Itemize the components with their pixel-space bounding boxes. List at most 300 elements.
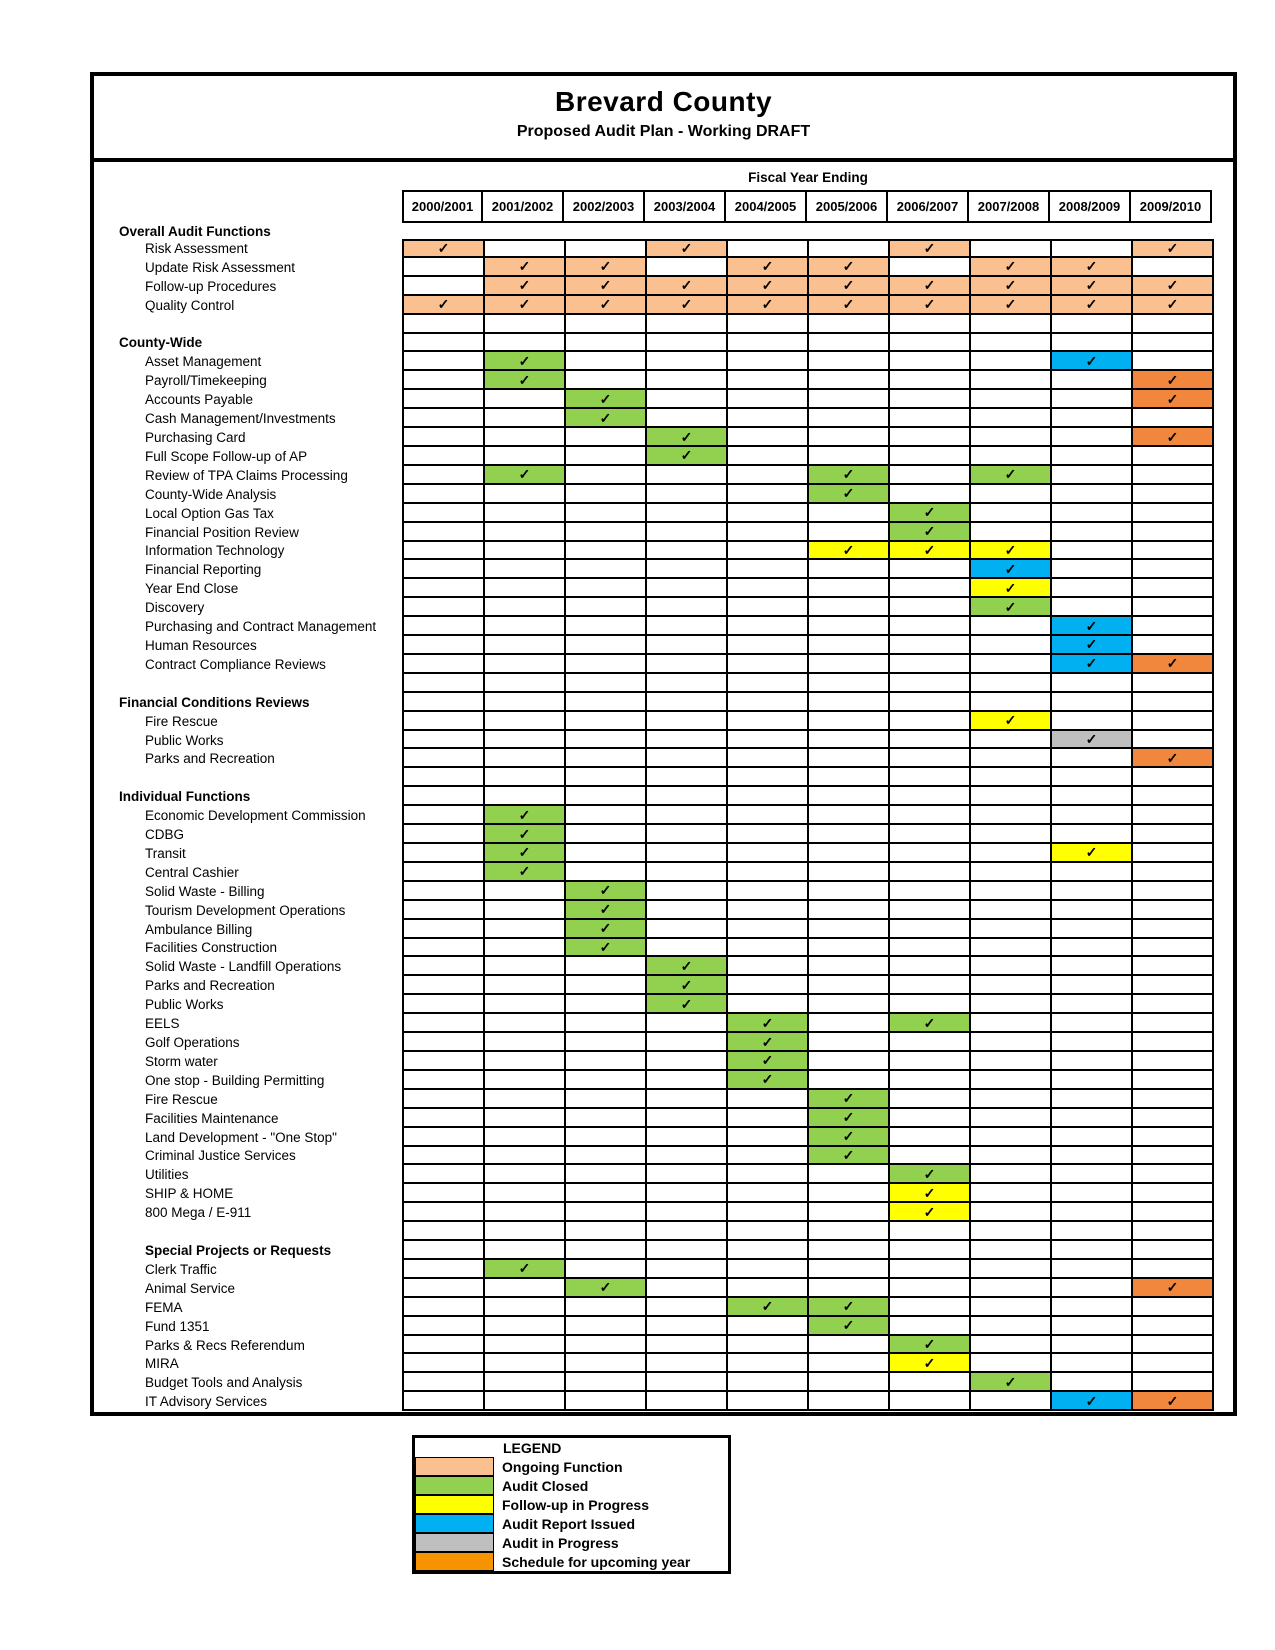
grid-cell — [890, 1260, 971, 1279]
grid-cell — [728, 787, 809, 806]
grid-cell — [728, 1147, 809, 1166]
grid-cell — [809, 976, 890, 995]
grid-cell — [647, 1392, 728, 1411]
grid-cell — [566, 1052, 647, 1071]
grid-cell — [890, 447, 971, 466]
grid-cell — [647, 1109, 728, 1128]
table-row — [94, 636, 1233, 655]
row-cells — [402, 1109, 1214, 1128]
grid-cell — [566, 825, 647, 844]
grid-cell — [566, 1165, 647, 1184]
row-label: Accounts Payable — [145, 392, 254, 408]
grid-cell — [971, 1090, 1052, 1109]
grid-cell — [728, 598, 809, 617]
grid-cell: ✓ — [1133, 1279, 1214, 1298]
column-header: 2001/2002 — [483, 190, 564, 223]
grid-cell — [1133, 712, 1214, 731]
grid-cell — [728, 882, 809, 901]
row-cells — [402, 277, 1214, 296]
grid-cell — [809, 579, 890, 598]
row-cells — [402, 636, 1214, 655]
grid-cell — [890, 1033, 971, 1052]
row-label: One stop - Building Permitting — [145, 1072, 325, 1088]
grid-cell — [728, 920, 809, 939]
grid-cell — [809, 1336, 890, 1355]
grid-cell: ✓ — [1133, 1392, 1214, 1411]
grid-cell — [809, 1184, 890, 1203]
grid-cell — [566, 995, 647, 1014]
grid-cell — [485, 1392, 566, 1411]
row-label: SHIP & HOME — [145, 1186, 234, 1202]
row-label: Economic Development Commission — [145, 808, 366, 824]
grid-cell: ✓ — [566, 277, 647, 296]
row-cells — [402, 1373, 1214, 1392]
grid-cell — [647, 334, 728, 353]
grid-cell — [971, 315, 1052, 334]
grid-cell: ✓ — [890, 241, 971, 258]
grid-cell — [485, 1241, 566, 1260]
grid-cell — [728, 863, 809, 882]
grid-cell — [1052, 1014, 1133, 1033]
grid-cell — [1052, 712, 1133, 731]
grid-cell — [566, 447, 647, 466]
grid-cell — [404, 334, 485, 353]
row-label: Parks & Recs Referendum — [145, 1337, 305, 1353]
table-row — [94, 712, 1233, 731]
grid-cell — [890, 825, 971, 844]
grid-cell — [404, 1147, 485, 1166]
table-row — [94, 1033, 1233, 1052]
grid-cell — [566, 731, 647, 750]
row-label: Cash Management/Investments — [145, 411, 336, 427]
grid-cell: ✓ — [809, 1298, 890, 1317]
grid-cell — [890, 995, 971, 1014]
grid-cell — [566, 844, 647, 863]
fiscal-year-ending-label: Fiscal Year Ending — [748, 170, 868, 185]
row-cells — [402, 1014, 1214, 1033]
row-label: Storm water — [145, 1053, 218, 1069]
table-row — [94, 976, 1233, 995]
table-row — [94, 1279, 1233, 1298]
grid-cell — [404, 1260, 485, 1279]
grid-cell — [1052, 1147, 1133, 1166]
legend-label: Audit in Progress — [502, 1534, 619, 1551]
grid-cell — [1052, 693, 1133, 712]
grid-cell: ✓ — [890, 1203, 971, 1222]
grid-cell — [485, 1203, 566, 1222]
grid-cell — [728, 1260, 809, 1279]
grid-cell: ✓ — [485, 258, 566, 277]
grid-cell — [566, 957, 647, 976]
row-label: Clerk Traffic — [145, 1261, 217, 1277]
grid-cell: ✓ — [566, 901, 647, 920]
grid-cell: ✓ — [647, 277, 728, 296]
grid-cell — [971, 1336, 1052, 1355]
grid-cell: ✓ — [971, 542, 1052, 561]
legend-label: Ongoing Function — [502, 1458, 623, 1475]
grid-cell — [728, 636, 809, 655]
grid-cell — [566, 768, 647, 787]
section-row — [94, 693, 1233, 712]
grid-cell — [809, 806, 890, 825]
grid-cell — [890, 466, 971, 485]
grid-cell: ✓ — [809, 1128, 890, 1147]
grid-cell — [647, 806, 728, 825]
row-label: CDBG — [145, 827, 185, 843]
grid-cell — [971, 844, 1052, 863]
grid-cell — [728, 655, 809, 674]
row-label: Ambulance Billing — [145, 921, 253, 937]
row-label: Payroll/Timekeeping — [145, 373, 267, 389]
grid-cell — [647, 258, 728, 277]
row-cells — [402, 334, 1214, 353]
grid-cell — [485, 428, 566, 447]
grid-cell — [809, 334, 890, 353]
grid-cell — [566, 1203, 647, 1222]
row-cells — [402, 447, 1214, 466]
grid-cell — [647, 1354, 728, 1373]
row-cells — [402, 749, 1214, 768]
grid-cell — [485, 1109, 566, 1128]
grid-cell — [1052, 976, 1133, 995]
grid-cell — [1133, 466, 1214, 485]
grid-cell: ✓ — [647, 241, 728, 258]
grid-cell — [647, 1071, 728, 1090]
grid-cell — [1133, 939, 1214, 958]
row-cells — [402, 693, 1214, 712]
grid-cell — [971, 352, 1052, 371]
grid-cell: ✓ — [566, 920, 647, 939]
grid-cell: ✓ — [890, 542, 971, 561]
grid-cell: ✓ — [809, 277, 890, 296]
grid-cell — [566, 787, 647, 806]
grid-cell — [647, 617, 728, 636]
row-cells — [402, 1052, 1214, 1071]
grid-cell — [647, 731, 728, 750]
legend-label: Follow-up in Progress — [502, 1496, 650, 1513]
grid-cell — [485, 334, 566, 353]
grid-cell — [1133, 1336, 1214, 1355]
grid-cell — [1133, 1165, 1214, 1184]
grid-cell — [1133, 731, 1214, 750]
grid-cell — [404, 1241, 485, 1260]
grid-cell — [485, 1071, 566, 1090]
grid-cell — [485, 674, 566, 693]
row-cells — [402, 258, 1214, 277]
grid-cell: ✓ — [890, 523, 971, 542]
row-label: MIRA — [145, 1356, 179, 1372]
grid-cell: ✓ — [647, 296, 728, 315]
grid-cell: ✓ — [1052, 277, 1133, 296]
grid-cell — [728, 409, 809, 428]
grid-cell — [728, 560, 809, 579]
grid-cell — [728, 1279, 809, 1298]
grid-cell — [728, 315, 809, 334]
grid-cell — [1052, 1165, 1133, 1184]
grid-cell — [809, 1033, 890, 1052]
grid-cell — [971, 504, 1052, 523]
grid-cell — [971, 371, 1052, 390]
section-row — [94, 1241, 1233, 1260]
grid-cell — [890, 901, 971, 920]
grid-cell — [1133, 1203, 1214, 1222]
grid-cell: ✓ — [647, 447, 728, 466]
grid-cell — [809, 731, 890, 750]
grid-cell — [404, 1014, 485, 1033]
legend-swatch — [415, 1457, 494, 1476]
legend-item — [415, 1476, 728, 1495]
grid-cell — [647, 844, 728, 863]
grid-cell: ✓ — [1133, 277, 1214, 296]
row-label: Information Technology — [145, 543, 285, 559]
grid-cell — [647, 1128, 728, 1147]
grid-cell — [566, 1109, 647, 1128]
table-row — [94, 258, 1233, 277]
grid-cell — [971, 1260, 1052, 1279]
grid-cell — [809, 939, 890, 958]
row-label: Review of TPA Claims Processing — [145, 467, 348, 483]
grid-cell — [647, 371, 728, 390]
grid-cell: ✓ — [566, 258, 647, 277]
grid-cell — [728, 390, 809, 409]
grid-cell — [890, 1298, 971, 1317]
grid-cell — [566, 636, 647, 655]
section-header: Overall Audit Functions — [119, 223, 271, 239]
table-row — [94, 1147, 1233, 1166]
grid-cell: ✓ — [485, 825, 566, 844]
row-label — [94, 1222, 402, 1241]
grid-cell — [971, 485, 1052, 504]
grid-cell — [647, 1090, 728, 1109]
grid-cell — [1133, 1184, 1214, 1203]
grid-cell — [404, 825, 485, 844]
grid-cell — [1133, 352, 1214, 371]
grid-cell — [566, 1241, 647, 1260]
grid-cell — [1133, 636, 1214, 655]
grid-cell: ✓ — [485, 371, 566, 390]
grid-cell — [809, 712, 890, 731]
grid-cell — [566, 806, 647, 825]
grid-cell — [1133, 901, 1214, 920]
row-cells — [402, 371, 1214, 390]
grid-cell — [971, 1241, 1052, 1260]
grid-cell — [1133, 787, 1214, 806]
grid-cell — [971, 901, 1052, 920]
grid-cell — [566, 352, 647, 371]
grid-cell — [809, 636, 890, 655]
grid-cell — [809, 428, 890, 447]
grid-cell — [485, 749, 566, 768]
grid-cell — [1133, 1033, 1214, 1052]
grid-cell — [1133, 1052, 1214, 1071]
grid-cell — [566, 1373, 647, 1392]
grid-cell — [404, 1033, 485, 1052]
grid-cell: ✓ — [647, 976, 728, 995]
grid-cell — [647, 787, 728, 806]
grid-cell — [971, 787, 1052, 806]
grid-cell — [566, 579, 647, 598]
grid-cell — [1133, 957, 1214, 976]
grid-cell — [485, 901, 566, 920]
grid-cell: ✓ — [1052, 844, 1133, 863]
row-cells — [402, 428, 1214, 447]
grid-cell — [728, 844, 809, 863]
table-row — [94, 371, 1233, 390]
grid-cell — [1133, 674, 1214, 693]
grid-cell — [1052, 542, 1133, 561]
table-row — [94, 504, 1233, 523]
row-label: Discovery — [145, 600, 205, 616]
grid-cell: ✓ — [1133, 371, 1214, 390]
row-cells — [402, 1147, 1214, 1166]
grid-cell — [485, 995, 566, 1014]
grid-cell — [890, 560, 971, 579]
row-cells — [402, 882, 1214, 901]
grid-cell — [404, 598, 485, 617]
table-row — [94, 1354, 1233, 1373]
grid-cell — [647, 579, 728, 598]
grid-cell — [890, 617, 971, 636]
grid-cell — [485, 1354, 566, 1373]
grid-cell: ✓ — [809, 1147, 890, 1166]
grid-cell — [728, 939, 809, 958]
grid-cell — [809, 825, 890, 844]
grid-cell — [971, 1222, 1052, 1241]
row-label: Solid Waste - Landfill Operations — [145, 959, 342, 975]
grid-cell — [809, 655, 890, 674]
grid-cell — [1133, 1071, 1214, 1090]
grid-cell — [809, 787, 890, 806]
grid-cell — [728, 1222, 809, 1241]
grid-cell — [890, 334, 971, 353]
grid-cell — [1133, 1317, 1214, 1336]
grid-cell — [728, 1128, 809, 1147]
grid-cell — [809, 1260, 890, 1279]
grid-cell — [809, 504, 890, 523]
column-header: 2004/2005 — [726, 190, 807, 223]
table-row — [94, 806, 1233, 825]
table-row — [94, 1052, 1233, 1071]
spacer-row — [94, 1222, 1233, 1241]
grid-cell — [647, 1052, 728, 1071]
row-label: Financial Reporting — [145, 562, 262, 578]
grid-cell — [1133, 995, 1214, 1014]
grid-cell — [809, 1203, 890, 1222]
grid-cell — [1133, 863, 1214, 882]
grid-cell — [566, 1128, 647, 1147]
grid-rows — [94, 223, 1233, 1411]
row-cells — [402, 504, 1214, 523]
grid-cell: ✓ — [647, 995, 728, 1014]
grid-cell — [1052, 485, 1133, 504]
grid-cell — [890, 1392, 971, 1411]
grid-cell — [728, 1184, 809, 1203]
row-cells — [402, 939, 1214, 958]
grid-cell — [566, 712, 647, 731]
grid-cell — [404, 1109, 485, 1128]
grid-cell: ✓ — [890, 1354, 971, 1373]
row-label: Quality Control — [145, 297, 235, 313]
grid-cell — [728, 1373, 809, 1392]
grid-cell: ✓ — [1133, 390, 1214, 409]
grid-cell — [890, 787, 971, 806]
grid-cell — [566, 1071, 647, 1090]
grid-cell: ✓ — [971, 1373, 1052, 1392]
row-label: Human Resources — [145, 637, 257, 653]
grid-cell — [485, 1033, 566, 1052]
grid-cell: ✓ — [728, 1033, 809, 1052]
grid-cell — [566, 1336, 647, 1355]
row-label: Utilities — [145, 1167, 189, 1183]
grid-cell — [404, 1184, 485, 1203]
grid-cell — [971, 995, 1052, 1014]
grid-cell — [485, 560, 566, 579]
grid-cell: ✓ — [809, 466, 890, 485]
grid-cell: ✓ — [647, 957, 728, 976]
grid-cell — [1133, 542, 1214, 561]
grid-cell — [485, 655, 566, 674]
row-cells — [402, 957, 1214, 976]
grid-cell — [404, 693, 485, 712]
grid-cell: ✓ — [728, 277, 809, 296]
grid-cell — [485, 1317, 566, 1336]
grid-cell — [1133, 315, 1214, 334]
grid-cell — [728, 1109, 809, 1128]
grid-cell: ✓ — [890, 296, 971, 315]
row-cells — [402, 1260, 1214, 1279]
grid-cell — [890, 731, 971, 750]
grid-cell — [1052, 1373, 1133, 1392]
grid-cell: ✓ — [971, 466, 1052, 485]
grid-cell — [728, 1392, 809, 1411]
row-label: Tourism Development Operations — [145, 902, 346, 918]
grid-cell — [809, 901, 890, 920]
grid-cell — [1133, 523, 1214, 542]
grid-cell — [809, 390, 890, 409]
table-row — [94, 409, 1233, 428]
grid-cell — [890, 806, 971, 825]
grid-cell — [971, 390, 1052, 409]
row-label: Parks and Recreation — [145, 978, 275, 994]
grid-cell — [1052, 1298, 1133, 1317]
grid-cell: ✓ — [1052, 258, 1133, 277]
grid-cell — [1052, 598, 1133, 617]
grid-cell — [566, 523, 647, 542]
grid-cell — [404, 901, 485, 920]
grid-cell — [971, 655, 1052, 674]
grid-cell — [404, 1203, 485, 1222]
grid-cell — [404, 390, 485, 409]
row-cells — [402, 712, 1214, 731]
grid-cell — [647, 939, 728, 958]
grid-cell — [647, 1222, 728, 1241]
grid-cell — [404, 1317, 485, 1336]
grid-cell — [728, 1203, 809, 1222]
row-label: Full Scope Follow-up of AP — [145, 448, 308, 464]
grid-cell — [728, 768, 809, 787]
grid-cell — [728, 428, 809, 447]
grid-cell: ✓ — [809, 1090, 890, 1109]
table-row — [94, 523, 1233, 542]
grid-cell — [890, 352, 971, 371]
grid-cell — [404, 371, 485, 390]
grid-cell — [728, 731, 809, 750]
grid-cell — [485, 542, 566, 561]
grid-cell — [1052, 920, 1133, 939]
grid-cell — [890, 749, 971, 768]
grid-cell — [971, 617, 1052, 636]
grid-cell — [404, 712, 485, 731]
